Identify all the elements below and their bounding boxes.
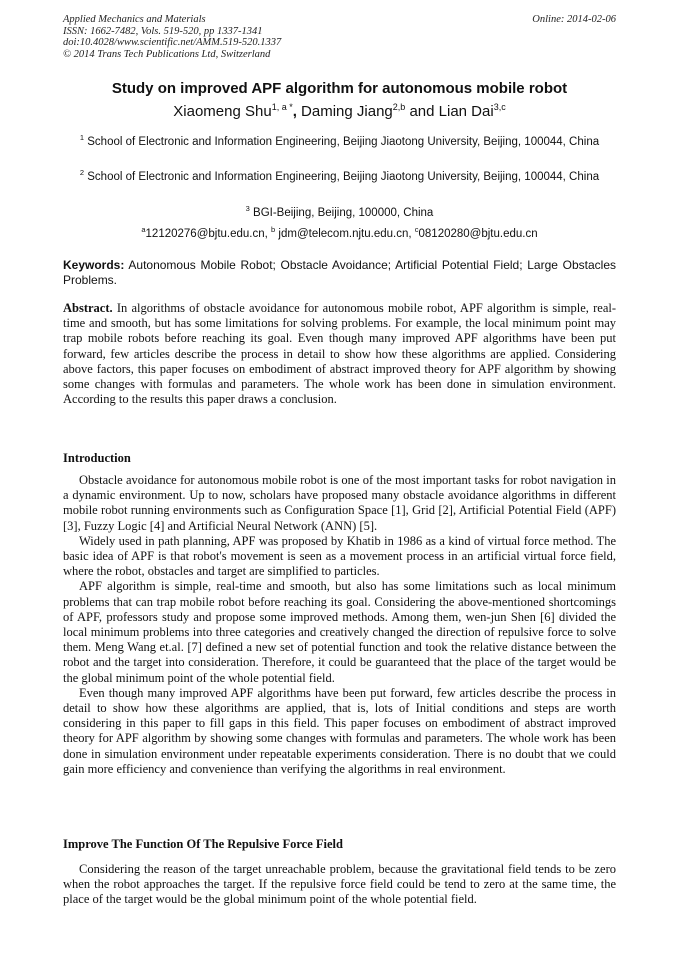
affiliation-3	[63, 201, 616, 221]
introduction-body	[63, 473, 616, 777]
email-line	[63, 222, 616, 242]
email-address: jdm@telecom.njtu.edu.cn,	[278, 227, 412, 240]
affiliation-text: BGI-Beijing, Beijing, 100000, China	[253, 206, 434, 219]
journal-name: Applied Mechanics and Materials	[63, 14, 206, 25]
doi-line: doi:10.4028/www.scientific.net/AMM.519-520.1337	[63, 37, 282, 48]
abstract-text: In algorithms of obstacle avoidance for autonomous mobile robot, APF algorithm is simple, real-time and smooth, but has some limitations for solving problems. For example, the local minimum point may trap mobile robots before reaching its goal. Even though many improved APF algorithms have been put forward, few articles describe the process in detail to show how these algorithms are applied. Considering above factors, this paper focuses on embodiment of abstract improved theory for APF algorithm by showing some changes with formulas and parameters. The whole work has been done in simulation environment. According to the results this paper draws a conclusion.	[63, 301, 616, 407]
paragraph: Obstacle avoidance for autonomous mobile robot is one of the most important tasks for robot navigation in a dynamic environment. Up to now, scholars have proposed many obstacle avoidance algorithms in different mobile robot running environments such as Configuration Space [1], Grid [2], Artificial Potential Field (APF) [3], Fuzzy Logic [4] and Artificial Neural Network (ANN) [5].	[63, 473, 616, 533]
author-name: Daming Jiang	[301, 103, 393, 120]
abstract-block	[63, 301, 616, 407]
paragraph: Even though many improved APF algorithms have been put forward, few articles describe the process in detail to show how these algorithms are applied, that is, lots of Initial conditions and steps are worth considering in this paper to fill gaps in this field. This paper focuses on embodiment of abstract improved theory for APF algorithm by showing some changes with formulas and parameters. The whole work has been done in simulation environment under repeatable experiments consideration. There is no doubt that we could gain more efficiency and convenience than verifying the algorithms in real environment.	[63, 685, 616, 776]
paragraph: APF algorithm is simple, real-time and smooth, but also has some limitations such as local minimum problems that can trap mobile robot before reaching its goal. Considering the above-mentioned shortcomings of APF, professors study and propose some improved methods. Among them, wen-jun Shen [6] divided the local minimum problems into three categories and creatively changed the direction of repulsive force to solve them. Meng Wang et.al. [7] defined a new set of potential function and took the relative distance between the robot and the target into consideration. Therefore, it could be guaranteed that the place of the target would be the global minimum point of the whole potential field.	[63, 579, 616, 685]
email-marker: b	[271, 225, 276, 234]
keywords-label: Keywords:	[63, 258, 125, 272]
introduction-heading: Introduction	[63, 451, 131, 465]
affiliation-text: School of Electronic and Information Engineering, Beijing Jiaotong University, Beijing, 100044, China	[87, 135, 600, 148]
email-marker: a	[141, 225, 146, 234]
affiliation-marker: 1	[79, 133, 85, 142]
repulsive-section-body	[63, 862, 616, 908]
author-name: Lian Dai	[438, 103, 494, 120]
author-list: Xiaomeng Shu$^{1, a *}$, Daming Jiang$^{2,b}$ and Lian Dai$^{3,c}$	[173, 102, 506, 120]
paper-title: Study on improved APF algorithm for autonomous mobile robot	[111, 80, 568, 97]
author-superscript: 2,b	[392, 102, 406, 112]
affiliation-2	[63, 165, 616, 185]
email-address: 08120280@bjtu.edu.cn	[418, 227, 538, 240]
journal-header	[63, 14, 616, 60]
affiliation-text: School of Electronic and Information Engineering, Beijing Jiaotong University, Beijing, 100044, China	[87, 170, 600, 183]
author-name: Xiaomeng Shu	[173, 103, 272, 120]
author-superscript: 3,c	[493, 102, 506, 112]
email-address: 12120276@bjtu.edu.cn,	[145, 227, 268, 240]
online-date: Online: 2014-02-06	[532, 14, 616, 25]
section-heading-repulsive: Improve The Function Of The Repulsive Force Field	[63, 837, 343, 851]
author-superscript: 1, a *	[271, 102, 293, 112]
author-conjunction: and	[409, 103, 435, 120]
affiliation-1	[63, 130, 616, 150]
keywords-text: Autonomous Mobile Robot; Obstacle Avoidance; Artificial Potential Field; Large Obstacles Problems.	[63, 258, 616, 287]
paragraph: Widely used in path planning, APF was proposed by Khatib in 1986 as a kind of virtual force method. The basic idea of APF is that robot's movement is seen as a movement process in an artificial virtual force field, where the robot, obstacles and target are simplified to particles.	[63, 533, 616, 579]
affiliation-marker: 3	[245, 204, 250, 213]
keywords-block	[63, 258, 616, 288]
paragraph: Considering the reason of the target unreachable problem, because the gravitational field tends to be zero when the robot approaches the target. If the repulsive force field could be tend to zero at the same time, the place of the target would be the global minimum point of the whole potential field.	[63, 862, 616, 907]
issn-line: ISSN: 1662-7482, Vols. 519-520, pp 1337-1341	[63, 25, 263, 37]
abstract-label: Abstract.	[63, 301, 113, 315]
affiliation-marker: 2	[79, 168, 85, 177]
copyright-line: © 2014 Trans Tech Publications Ltd, Switzerland	[63, 48, 271, 60]
email-marker: c	[414, 225, 419, 234]
